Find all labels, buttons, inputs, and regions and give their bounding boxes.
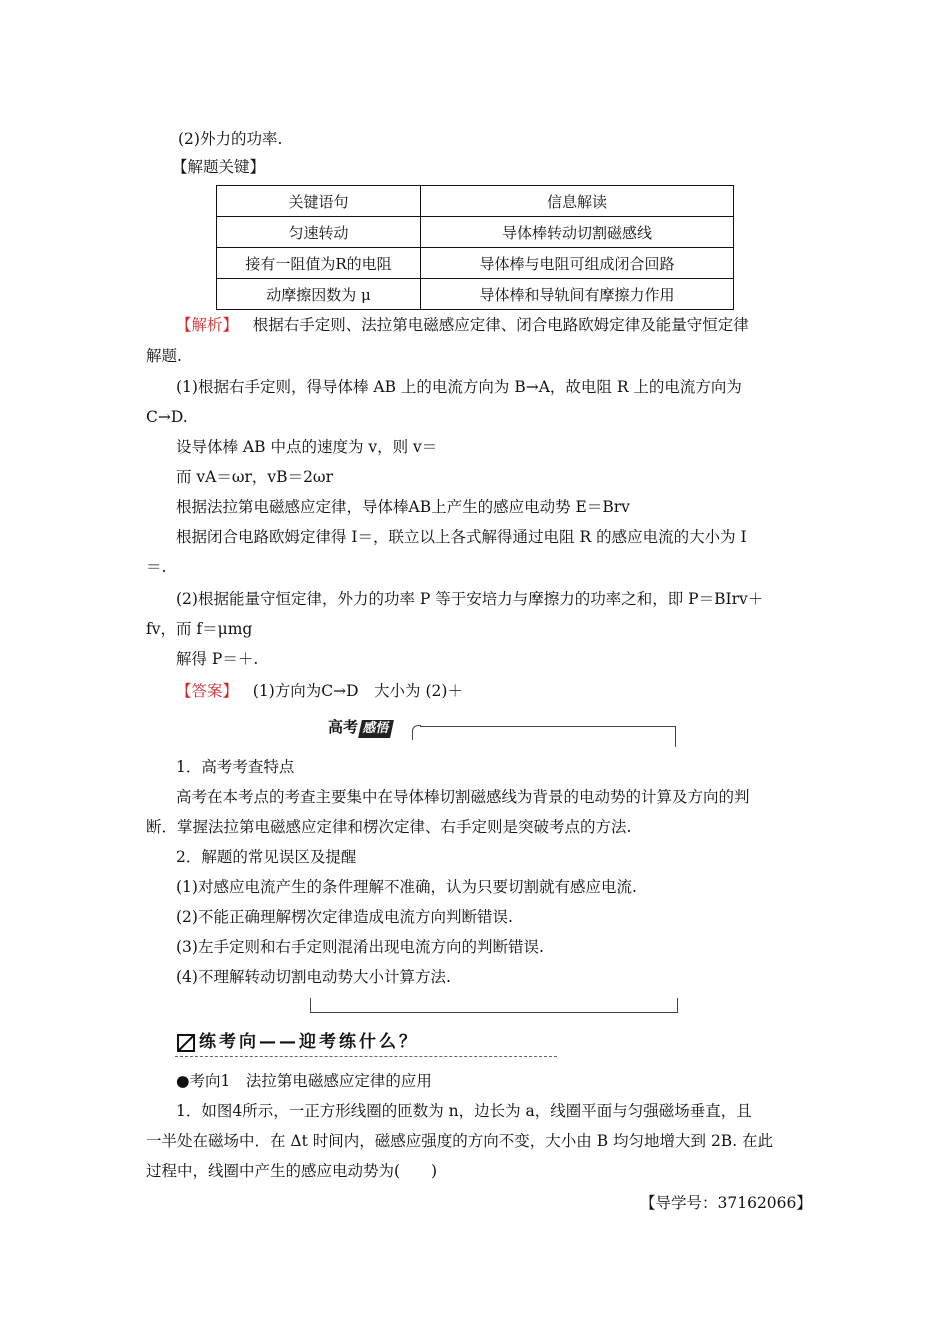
gaokao-point: 1．高考考查特点 [176, 758, 295, 776]
gaokao-title-text: 高考 [328, 718, 359, 736]
gaokao-section-header [324, 716, 676, 746]
gaokao-paragraph: 高考在本考点的考查主要集中在导体棒切割磁感线为背景的电动势的计算及方向的判 [176, 788, 750, 806]
analysis-line: 根据法拉第电磁感应定律，导体棒AB上产生的感应电动势 E＝Brv [176, 498, 630, 516]
question-line: 1．如图4所示，一正方形线圈的匝数为 n，边长为 a，线圈平面与匀强磁场垂直，且 [176, 1102, 752, 1120]
key-table-row [217, 248, 734, 279]
answer-text: (1)方向为C→D 大小为 (2)＋ [252, 682, 463, 700]
key-table-cell: 导体棒转动切割磁感线 [421, 217, 734, 248]
key-table-header [217, 186, 734, 217]
gaokao-title-tag: 感悟 [358, 720, 394, 738]
gaokao-item: (3)左手定则和右手定则混淆出现电流方向的判断错误. [176, 938, 544, 956]
analysis-line: C→D. [146, 408, 188, 426]
practice-heading-rule [175, 1056, 557, 1057]
question-line: 一半处在磁场中．在 Δt 时间内，磁感应强度的方向不变，大小由 B 均匀地增大到 2B. 在此 [146, 1132, 774, 1150]
analysis-line: (2)根据能量守恒定律，外力的功率 P 等于安培力与摩擦力的功率之和，即 P＝BIrv＋ [176, 590, 764, 608]
key-table-row [217, 217, 734, 248]
analysis-label: 【解析】 [176, 316, 239, 334]
gaokao-paragraph: 断．掌握法拉第电磁感应定律和楞次定律、右手定则是突破考点的方法. [146, 818, 632, 836]
key-table [216, 185, 734, 310]
practice-heading-text: 练考向——迎考练什么？ [199, 1032, 419, 1052]
gaokao-title [324, 716, 396, 738]
guide-number: 【导学号：37162066】 [640, 1194, 812, 1212]
analysis-text: 根据右手定则、法拉第电磁感应定律、闭合电路欧姆定律及能量守恒定律 [252, 316, 749, 334]
key-table-header-cell: 关键语句 [217, 186, 421, 217]
analysis-line: (1)根据右手定则，得导体棒 AB 上的电流方向为 B→A，故电阻 R 上的电流方向为 [176, 378, 742, 396]
practice-point: ●考向1 法拉第电磁感应定律的应用 [176, 1072, 432, 1090]
analysis-line: 解得 P＝＋. [176, 650, 259, 668]
analysis-line: fv，而 f＝μmg [146, 620, 253, 638]
key-title: 【解题关键】 [172, 158, 266, 176]
analysis-line: ＝. [146, 558, 167, 576]
gaokao-point: 2．解题的常见误区及提醒 [176, 848, 357, 866]
analysis-line: 而 vA＝ωr，vB＝2ωr [176, 468, 333, 486]
practice-heading [175, 1030, 557, 1058]
checkbox-icon [177, 1034, 195, 1052]
key-table-cell: 接有一阻值为R的电阻 [217, 248, 421, 279]
gaokao-item: (4)不理解转动切割电动势大小计算方法. [176, 968, 451, 986]
question-line: 过程中，线圈中产生的感应电动势为( ) [146, 1162, 438, 1180]
key-table-cell: 导体棒与电阻可组成闭合回路 [421, 248, 734, 279]
gaokao-item: (2)不能正确理解楞次定律造成电流方向判断错误. [176, 908, 513, 926]
answer-line [176, 680, 463, 702]
analysis-line: 解题. [146, 347, 182, 365]
key-table-cell: 匀速转动 [217, 217, 421, 248]
key-table-cell: 动摩擦因数为 μ [217, 279, 421, 310]
key-table-cell: 导体棒和导轨间有摩擦力作用 [421, 279, 734, 310]
section-bracket-top [420, 726, 676, 747]
key-table-row [217, 279, 734, 310]
key-table-header-cell: 信息解读 [421, 186, 734, 217]
gaokao-item: (1)对感应电流产生的条件理解不准确，认为只要切割就有感应电流. [176, 878, 637, 896]
analysis-line [176, 314, 749, 336]
analysis-line: 设导体棒 AB 中点的速度为 v，则 v＝ [176, 438, 438, 456]
part2-question: (2)外力的功率. [178, 130, 283, 148]
section-bracket-bottom [310, 998, 678, 1013]
analysis-line: 根据闭合电路欧姆定律得 I＝，联立以上各式解得通过电阻 R 的感应电流的大小为 I [176, 528, 747, 546]
answer-label: 【答案】 [176, 682, 239, 700]
